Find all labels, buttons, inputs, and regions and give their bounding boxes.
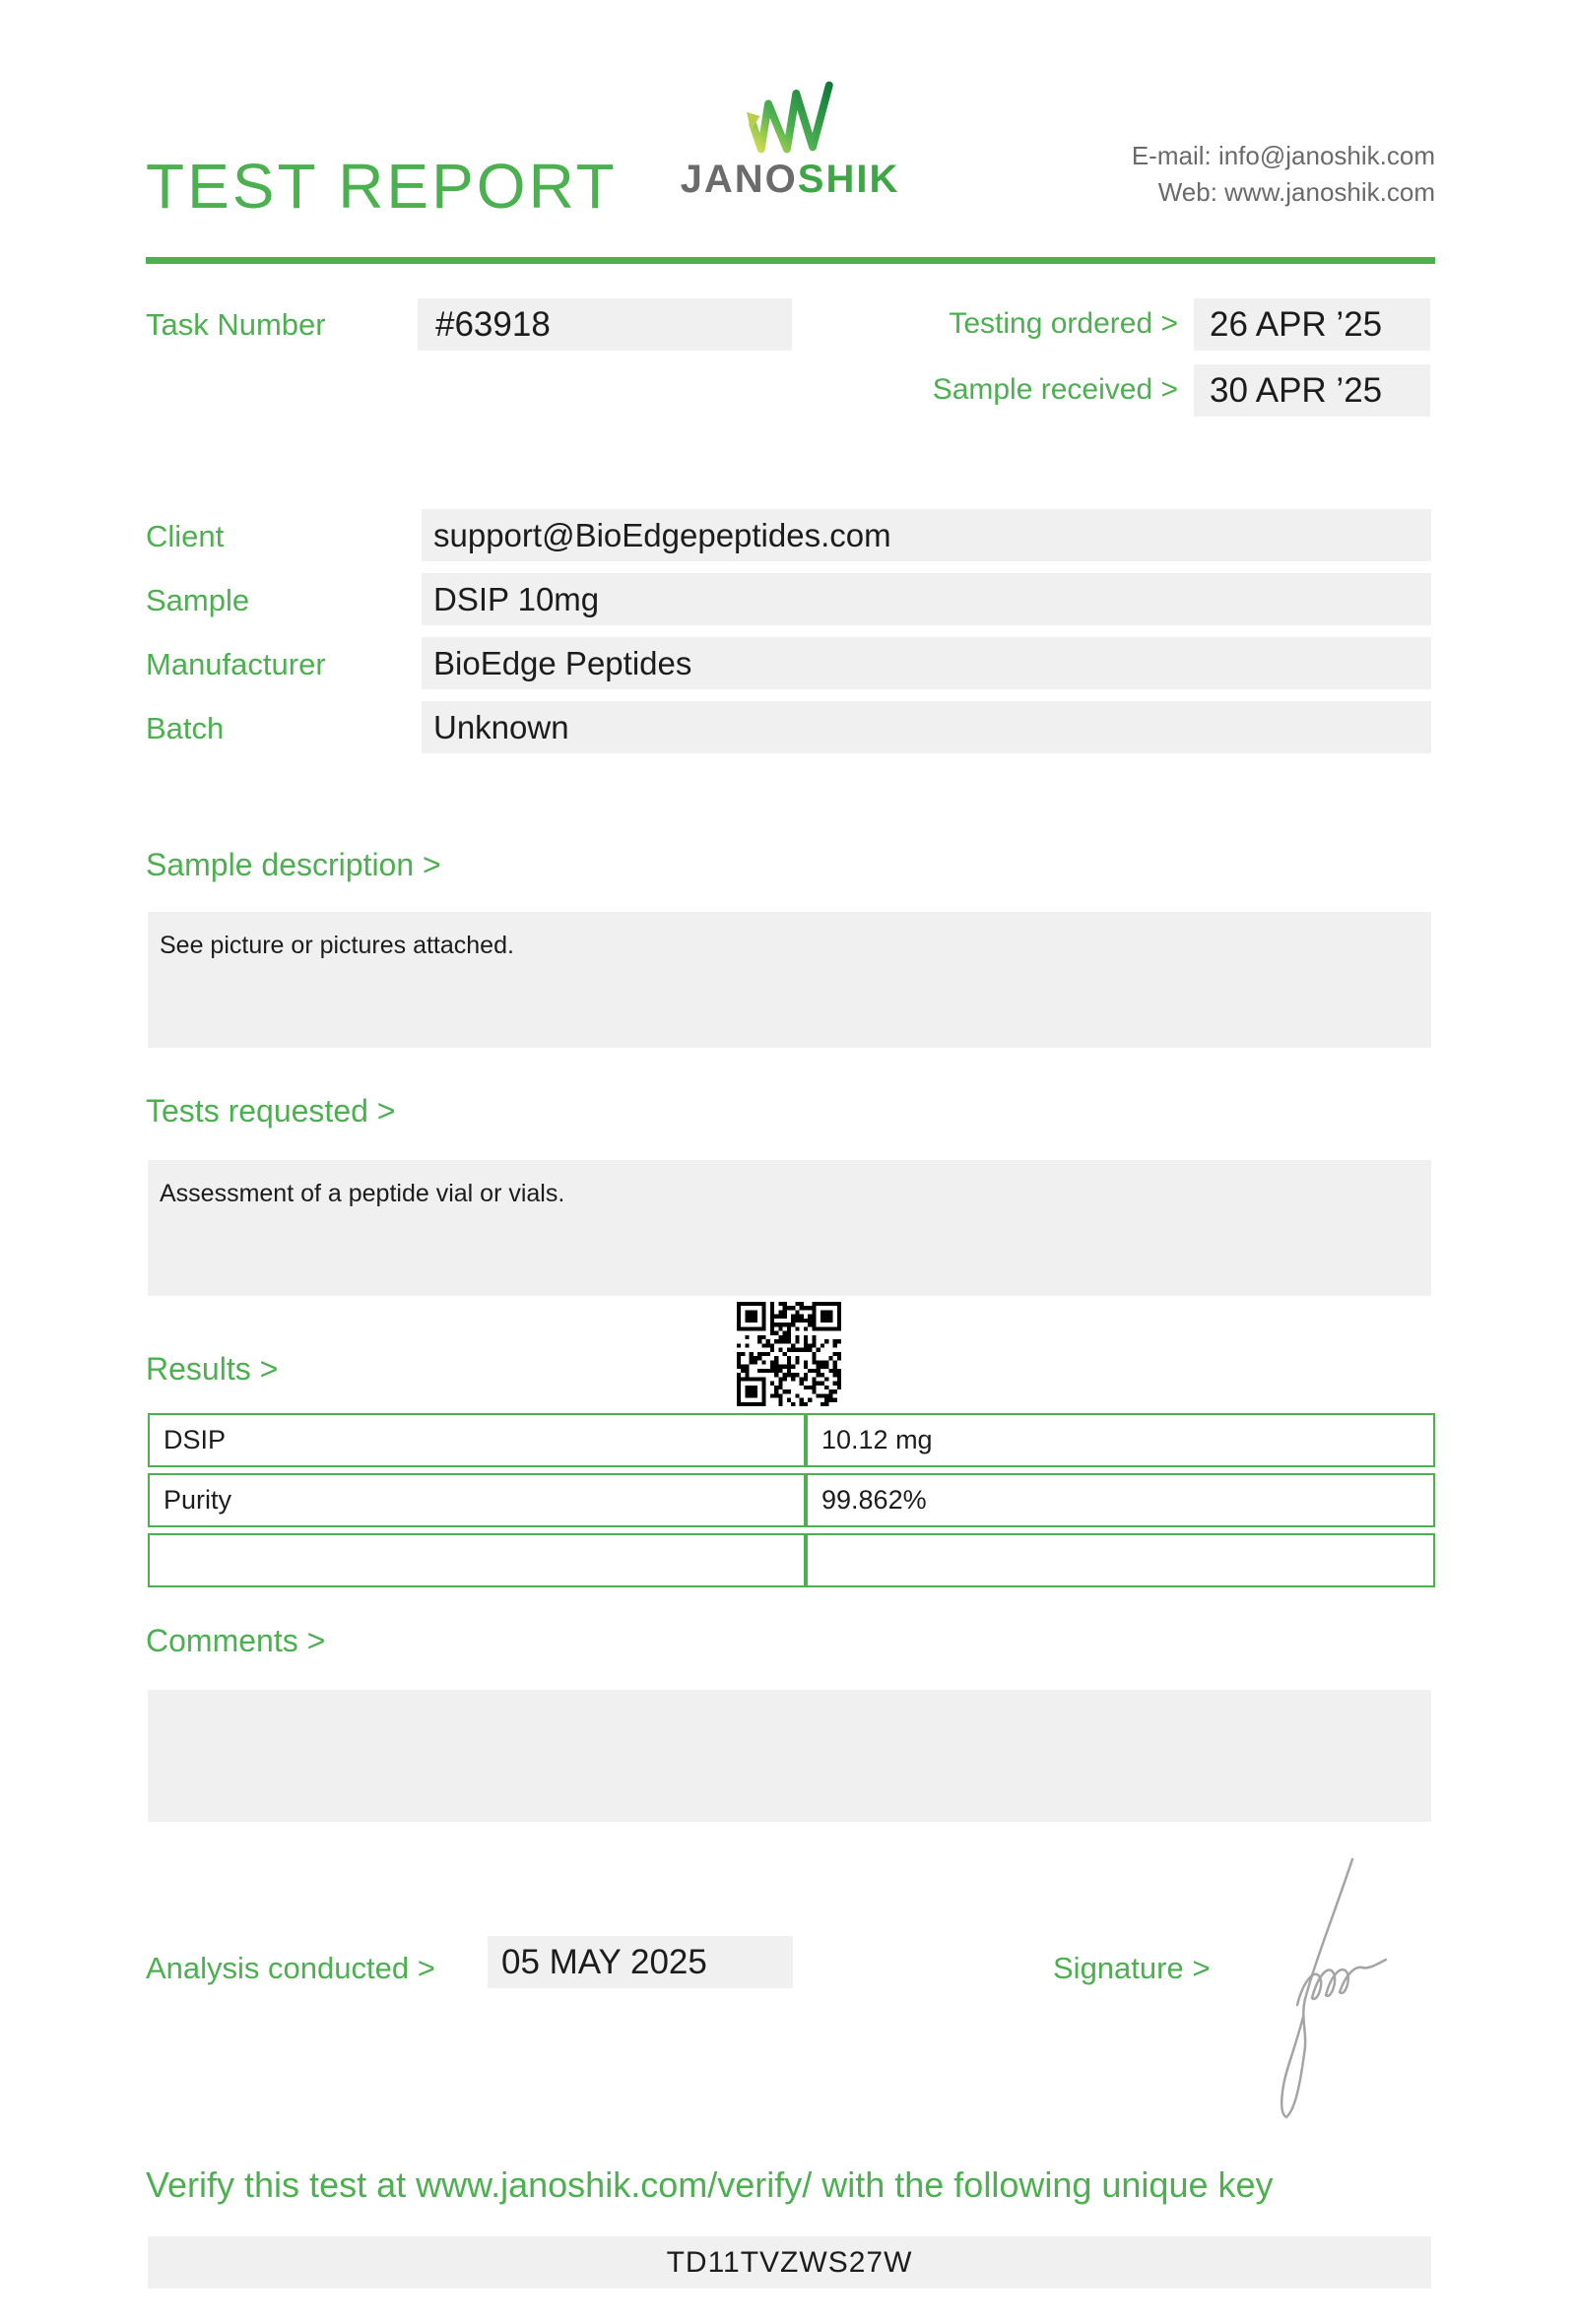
client-label: Client — [146, 519, 225, 553]
logo-text-shik: SHIK — [797, 158, 900, 201]
table-row — [148, 1413, 1435, 1467]
comments-box — [148, 1690, 1431, 1822]
table-row — [148, 1473, 1435, 1527]
tests-requested-heading: Tests requested > — [146, 1093, 396, 1129]
results-heading: Results > — [146, 1351, 279, 1387]
comments-heading: Comments > — [146, 1623, 326, 1658]
logo-text-jano: JANO — [680, 158, 798, 201]
result-value: 99.862% — [806, 1473, 1435, 1527]
header-divider — [146, 257, 1435, 264]
testing-ordered-value: 26 APR ’25 — [1194, 298, 1430, 351]
analysis-date-value: 05 MAY 2025 — [488, 1936, 793, 1988]
page-title: TEST REPORT — [146, 151, 618, 222]
manufacturer-value: BioEdge Peptides — [422, 637, 1431, 689]
result-name — [148, 1533, 806, 1587]
table-row — [148, 1533, 1435, 1587]
verify-instruction: Verify this test at www.janoshik.com/verify/ with the following unique key — [146, 2164, 1274, 2205]
sample-description-box — [148, 912, 1431, 1048]
sample-description-heading: Sample description > — [146, 847, 441, 882]
tests-requested-box — [148, 1160, 1431, 1296]
signature-image — [1274, 1855, 1392, 2131]
logo-wordmark — [678, 158, 902, 202]
result-name: DSIP — [148, 1413, 806, 1467]
batch-value: Unknown — [422, 701, 1431, 753]
sample-value: DSIP 10mg — [422, 573, 1431, 625]
client-value: support@BioEdgepeptides.com — [422, 509, 1431, 561]
janoshik-logo — [678, 79, 902, 202]
results-table — [148, 1407, 1435, 1593]
contact-info — [1132, 138, 1435, 211]
analysis-conducted-label: Analysis conducted > — [146, 1951, 435, 1985]
logo-chart-icon — [747, 79, 833, 156]
result-name: Purity — [148, 1473, 806, 1527]
task-number-value: #63918 — [418, 298, 792, 351]
signature-label: Signature > — [1053, 1951, 1211, 1985]
manufacturer-label: Manufacturer — [146, 647, 326, 681]
task-number-label: Task Number — [146, 307, 326, 342]
batch-label: Batch — [146, 711, 225, 745]
contact-email: E-mail: info@janoshik.com — [1131, 141, 1435, 170]
contact-web: Web: www.janoshik.com — [1157, 177, 1435, 207]
unique-key-value: TD11TVZWS27W — [148, 2236, 1431, 2289]
testing-ordered-label: Testing ordered > — [949, 307, 1178, 340]
sample-received-label: Sample received > — [932, 373, 1178, 406]
qr-code — [737, 1302, 841, 1406]
sample-received-value: 30 APR ’25 — [1194, 364, 1430, 417]
tests-requested-text: Assessment of a peptide vial or vials. — [160, 1180, 565, 1207]
sample-description-text: See picture or pictures attached. — [160, 932, 514, 959]
result-value: 10.12 mg — [806, 1413, 1435, 1467]
result-value — [806, 1533, 1435, 1587]
sample-label: Sample — [146, 583, 250, 617]
